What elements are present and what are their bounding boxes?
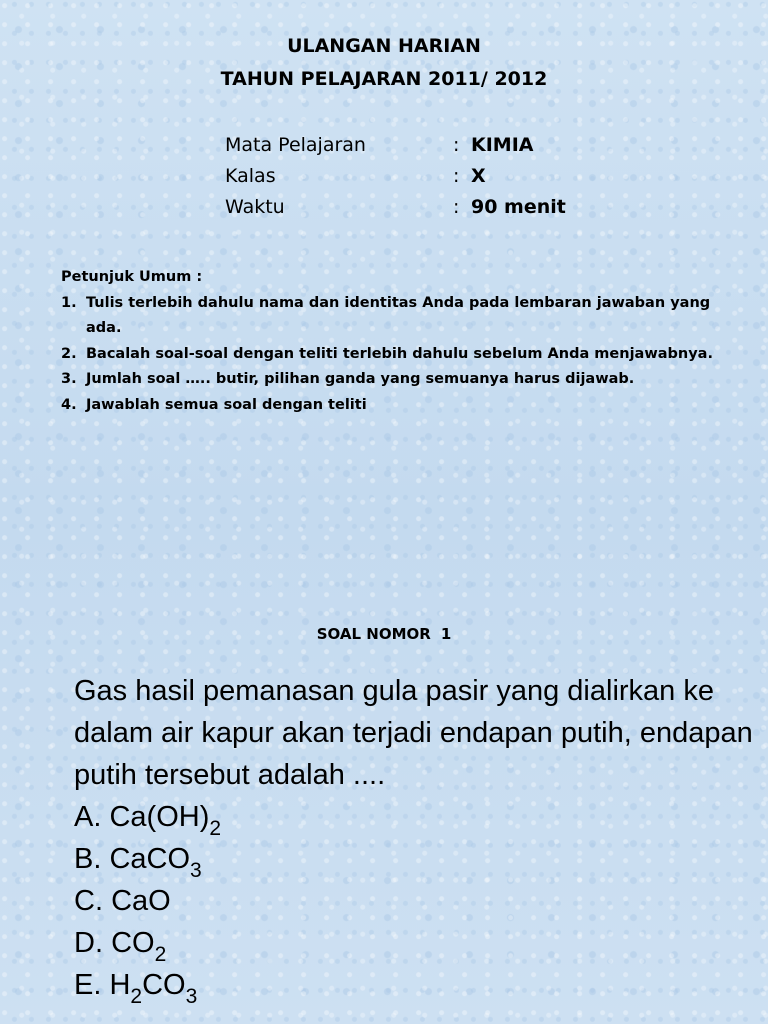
info-label: Waktu bbox=[225, 196, 285, 218]
question-block bbox=[74, 670, 754, 1006]
question-text: Gas hasil pemanasan gula pasir yang dialirkan ke dalam air kapur akan terjadi endapan putih, endapan putih tersebut adalah .... bbox=[74, 675, 753, 791]
option-a bbox=[74, 796, 754, 838]
option-e bbox=[74, 964, 754, 1006]
instruction-number: 4. bbox=[61, 396, 77, 413]
option-letter: B. bbox=[74, 843, 102, 875]
option-letter: D. bbox=[74, 927, 103, 959]
instruction-number: 1. bbox=[61, 294, 77, 311]
info-colon: : bbox=[453, 134, 460, 156]
info-label: Mata Pelajaran bbox=[225, 134, 366, 156]
exam-info bbox=[225, 130, 745, 223]
info-row-time bbox=[225, 192, 745, 223]
instruction-text: Jawablah semua soal dengan teliti bbox=[86, 396, 367, 413]
option-subscript: 2 bbox=[209, 817, 222, 840]
option-formula: CO bbox=[111, 927, 155, 959]
info-colon: : bbox=[453, 196, 460, 218]
instruction-item bbox=[61, 291, 741, 342]
option-formula: H bbox=[109, 969, 131, 1001]
instruction-text: Jumlah soal ….. butir, pilihan ganda yang semuanya harus dijawab. bbox=[86, 371, 635, 387]
instructions-heading: Petunjuk Umum : bbox=[61, 269, 203, 285]
option-c bbox=[74, 880, 754, 922]
info-row-subject bbox=[225, 130, 745, 161]
option-subscript: 2 bbox=[154, 943, 167, 966]
option-d bbox=[74, 922, 754, 964]
info-value: 90 menit bbox=[471, 196, 566, 218]
instruction-text: Tulis terlebih dahulu nama dan identitas Anda pada lembaran jawaban yang ada. bbox=[86, 294, 711, 336]
option-subscript: 3 bbox=[190, 859, 202, 882]
question-heading bbox=[0, 625, 768, 643]
option-letter: E. bbox=[74, 969, 102, 1001]
document-header bbox=[0, 30, 768, 96]
info-colon: : bbox=[453, 165, 460, 187]
instruction-number: 3. bbox=[61, 371, 77, 387]
option-formula: Ca(OH) bbox=[109, 801, 210, 833]
option-formula: CaCO bbox=[109, 843, 191, 875]
instruction-text: Bacalah soal-soal dengan teliti terlebih dahulu sebelum Anda menjawabnya. bbox=[86, 345, 713, 362]
info-value: KIMIA bbox=[471, 134, 534, 156]
info-row-class bbox=[225, 161, 745, 192]
instructions-list bbox=[61, 291, 741, 419]
option-formula: CaO bbox=[111, 885, 171, 917]
academic-year: TAHUN PELAJARAN 2011/ 2012 bbox=[220, 68, 548, 90]
info-label: Kalas bbox=[225, 165, 276, 187]
instruction-item bbox=[61, 342, 741, 368]
question-number: 1 bbox=[440, 625, 452, 643]
option-subscript: 2 bbox=[130, 985, 143, 1008]
option-letter: A. bbox=[74, 801, 102, 833]
instruction-number: 2. bbox=[61, 345, 77, 362]
question-heading-label: SOAL NOMOR bbox=[316, 625, 431, 643]
general-instructions bbox=[61, 265, 741, 418]
info-value: X bbox=[471, 165, 486, 187]
option-subscript: 3 bbox=[185, 985, 198, 1008]
exam-title: ULANGAN HARIAN bbox=[287, 35, 481, 57]
instruction-item bbox=[61, 367, 741, 393]
option-b bbox=[74, 838, 754, 880]
instruction-item bbox=[61, 393, 741, 419]
option-formula-tail: CO bbox=[142, 969, 186, 1001]
option-letter: C. bbox=[74, 885, 103, 917]
